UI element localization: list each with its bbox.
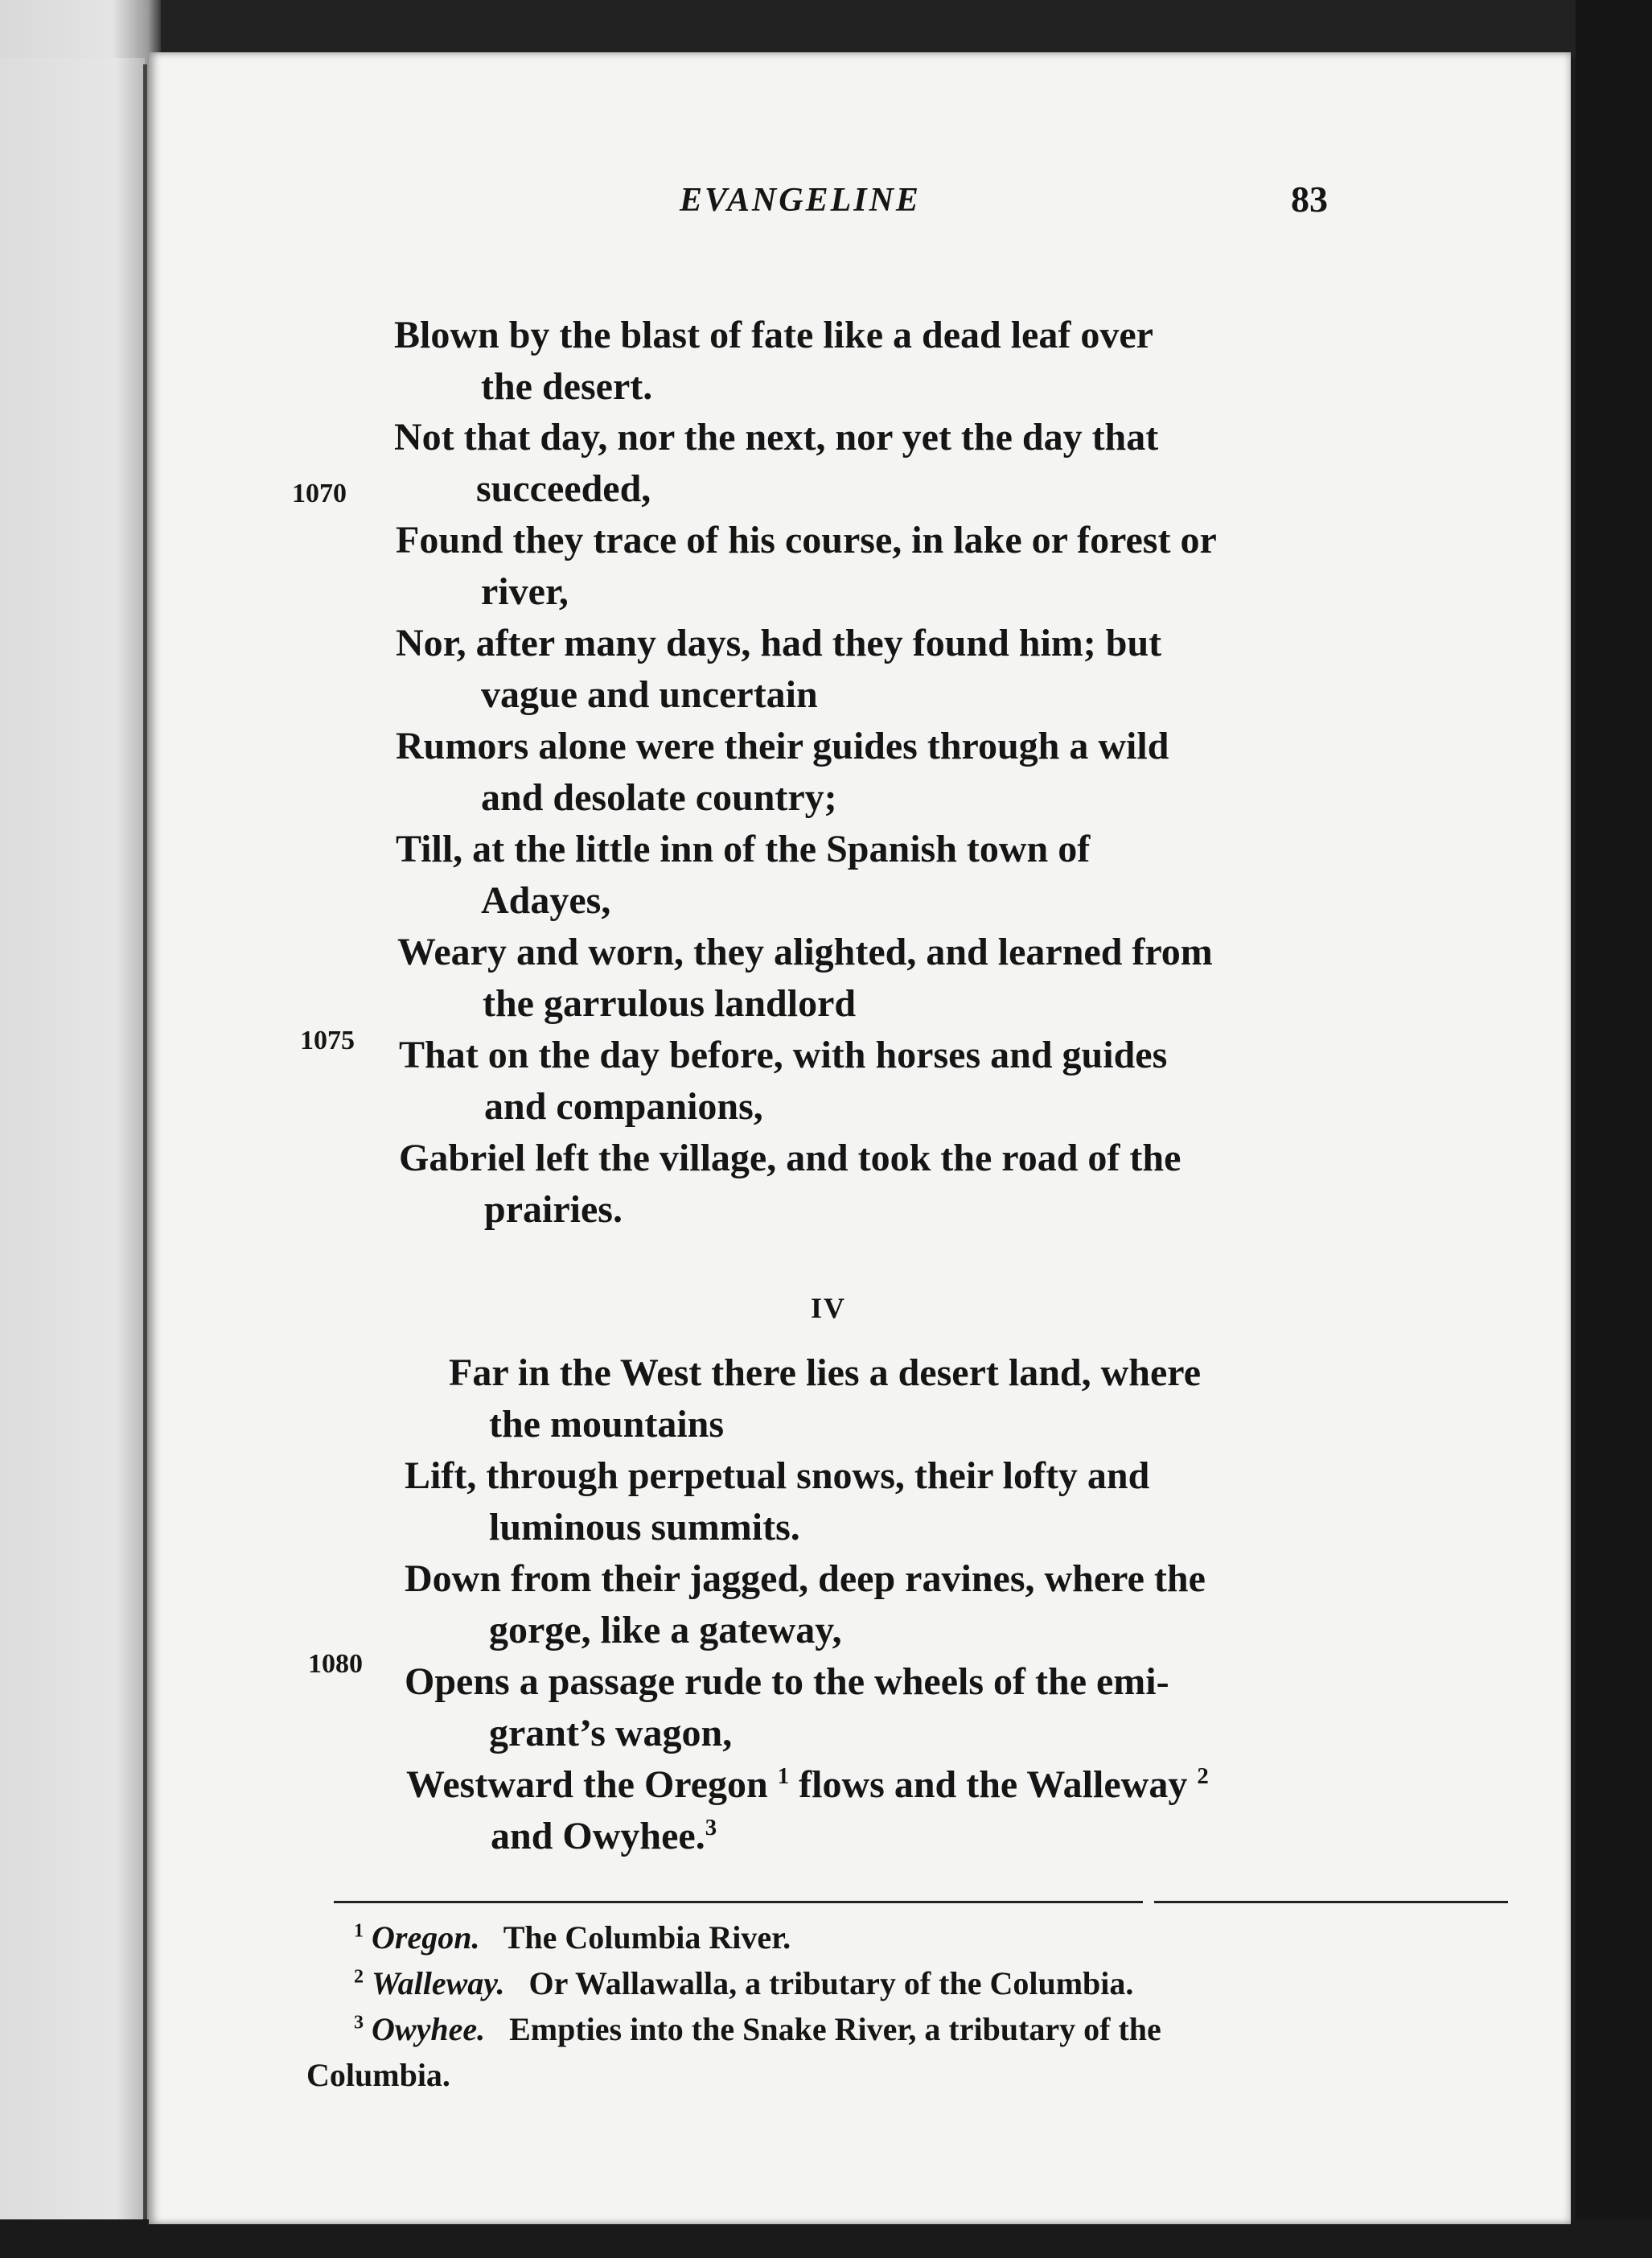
footnote-term: Owyhee. xyxy=(372,2011,486,2047)
footnote-ref-1: 1 xyxy=(777,1763,790,1789)
verse-line: vague and uncertain xyxy=(481,673,818,716)
verse-line: Found they trace of his course, in lake or forest or xyxy=(396,519,1217,561)
footnote-ref-3: 3 xyxy=(705,1815,717,1841)
verse-line xyxy=(406,1761,1209,1809)
verse-line: succeeded, xyxy=(476,467,651,510)
footnote-mark: 3 xyxy=(354,2012,364,2034)
verse-line: and companions, xyxy=(484,1085,763,1128)
verse-line: the desert. xyxy=(481,365,653,408)
verse-line: Gabriel left the village, and took the road of the xyxy=(399,1137,1181,1179)
footnote-1 xyxy=(354,1917,791,1959)
verse-line: river, xyxy=(481,570,569,613)
line-number: 1070 xyxy=(292,479,347,508)
section-number: IV xyxy=(811,1292,847,1324)
footnote-rule xyxy=(334,1901,1508,1903)
verse-line: Till, at the little inn of the Spanish town of xyxy=(396,828,1091,870)
verse-line: Adayes, xyxy=(481,879,611,922)
footnote-rule-gap xyxy=(1143,1898,1154,1906)
footnote-mark: 1 xyxy=(354,1920,364,1942)
footnote-3-continuation: Columbia. xyxy=(306,2057,450,2093)
running-head: EVANGELINE xyxy=(680,182,921,219)
footnote-term: Oregon. xyxy=(372,1919,480,1956)
footnote-text: The Columbia River. xyxy=(503,1919,791,1956)
verse-text: Westward the Oregon xyxy=(406,1763,778,1806)
verse-line: the mountains xyxy=(489,1403,725,1446)
verse-line: the garrulous landlord xyxy=(483,982,857,1025)
previous-page-edge xyxy=(0,58,145,2222)
verse-line: That on the day before, with horses and guides xyxy=(399,1034,1168,1076)
verse-line: Rumors alone were their guides through a wild xyxy=(396,725,1169,767)
footnote-2 xyxy=(354,1963,1133,2005)
verse-line: Far in the West there lies a desert land, where xyxy=(449,1351,1202,1394)
verse-line: Down from their jagged, deep ravines, where the xyxy=(405,1557,1206,1600)
footnote-mark: 2 xyxy=(354,1966,364,1988)
verse-line: Blown by the blast of fate like a dead leaf over xyxy=(394,314,1153,356)
verse-line: Lift, through perpetual snows, their lofty and xyxy=(405,1454,1150,1497)
book-page xyxy=(149,52,1571,2224)
verse-line: Nor, after many days, had they found him; but xyxy=(396,622,1162,664)
verse-line: and desolate country; xyxy=(481,776,837,819)
verse-line xyxy=(491,1812,717,1861)
verse-line: prairies. xyxy=(484,1188,623,1231)
verse-text: and Owyhee. xyxy=(491,1815,705,1857)
verse-line: Not that day, nor the next, nor yet the day that xyxy=(394,416,1159,459)
line-number: 1080 xyxy=(308,1649,363,1679)
verse-line: grant’s wagon, xyxy=(489,1712,733,1754)
page-content xyxy=(149,52,1571,2224)
line-number: 1075 xyxy=(300,1026,355,1055)
footnote-text: Or Wallawalla, a tributary of the Columbia. xyxy=(528,1965,1134,2001)
verse-line: luminous summits. xyxy=(489,1506,800,1549)
scan-border-bottom xyxy=(0,2219,1652,2258)
book-gutter xyxy=(143,64,147,2228)
verse-line: gorge, like a gateway, xyxy=(489,1609,842,1651)
scan-border-right xyxy=(1576,0,1652,2258)
footnote-ref-2: 2 xyxy=(1197,1763,1209,1789)
footnote-term: Walleway. xyxy=(372,1965,505,2001)
page-number: 83 xyxy=(1291,179,1328,220)
verse-text: flows and the Walleway xyxy=(789,1763,1198,1806)
footnote-3 xyxy=(354,2009,1161,2050)
footnote-text: Empties into the Snake River, a tributary of the xyxy=(509,2011,1161,2047)
scan-border-top xyxy=(0,0,1652,58)
verse-line: Weary and worn, they alighted, and learned from xyxy=(397,931,1213,973)
verse-line: Opens a passage rude to the wheels of the emi- xyxy=(405,1660,1169,1703)
